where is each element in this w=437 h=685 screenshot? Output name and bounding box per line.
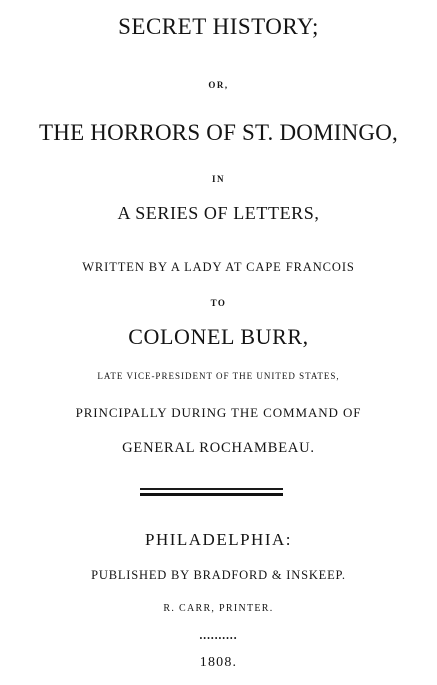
imprint-publisher: PUBLISHED BY BRADFORD & INSKEEP. [91, 568, 346, 582]
imprint-place: PHILADELPHIA: [145, 530, 292, 549]
divider-rule-thick [140, 493, 283, 496]
dotted-ornament: •••••••••• [199, 634, 238, 643]
series-of-letters: A SERIES OF LETTERS, [117, 203, 320, 223]
divider-rule-thin [140, 488, 283, 490]
conjunction-to: TO [210, 298, 227, 308]
subtitle: THE HORRORS OF ST. DOMINGO, [39, 120, 398, 145]
author-line: WRITTEN BY A LADY AT CAPE FRANCOIS [82, 260, 355, 274]
main-title: SECRET HISTORY; [118, 14, 319, 39]
conjunction-or: OR, [208, 80, 229, 90]
imprint-printer: R. CARR, PRINTER. [163, 603, 274, 614]
conjunction-in: IN [211, 174, 225, 184]
commander-line: GENERAL ROCHAMBEAU. [122, 440, 315, 456]
recipient-name: COLONEL BURR, [128, 324, 309, 349]
recipient-title: LATE VICE-PRESIDENT OF THE UNITED STATES, [97, 371, 340, 381]
period-line: PRINCIPALLY DURING THE COMMAND OF [75, 405, 362, 420]
imprint-year: 1808. [199, 655, 238, 670]
